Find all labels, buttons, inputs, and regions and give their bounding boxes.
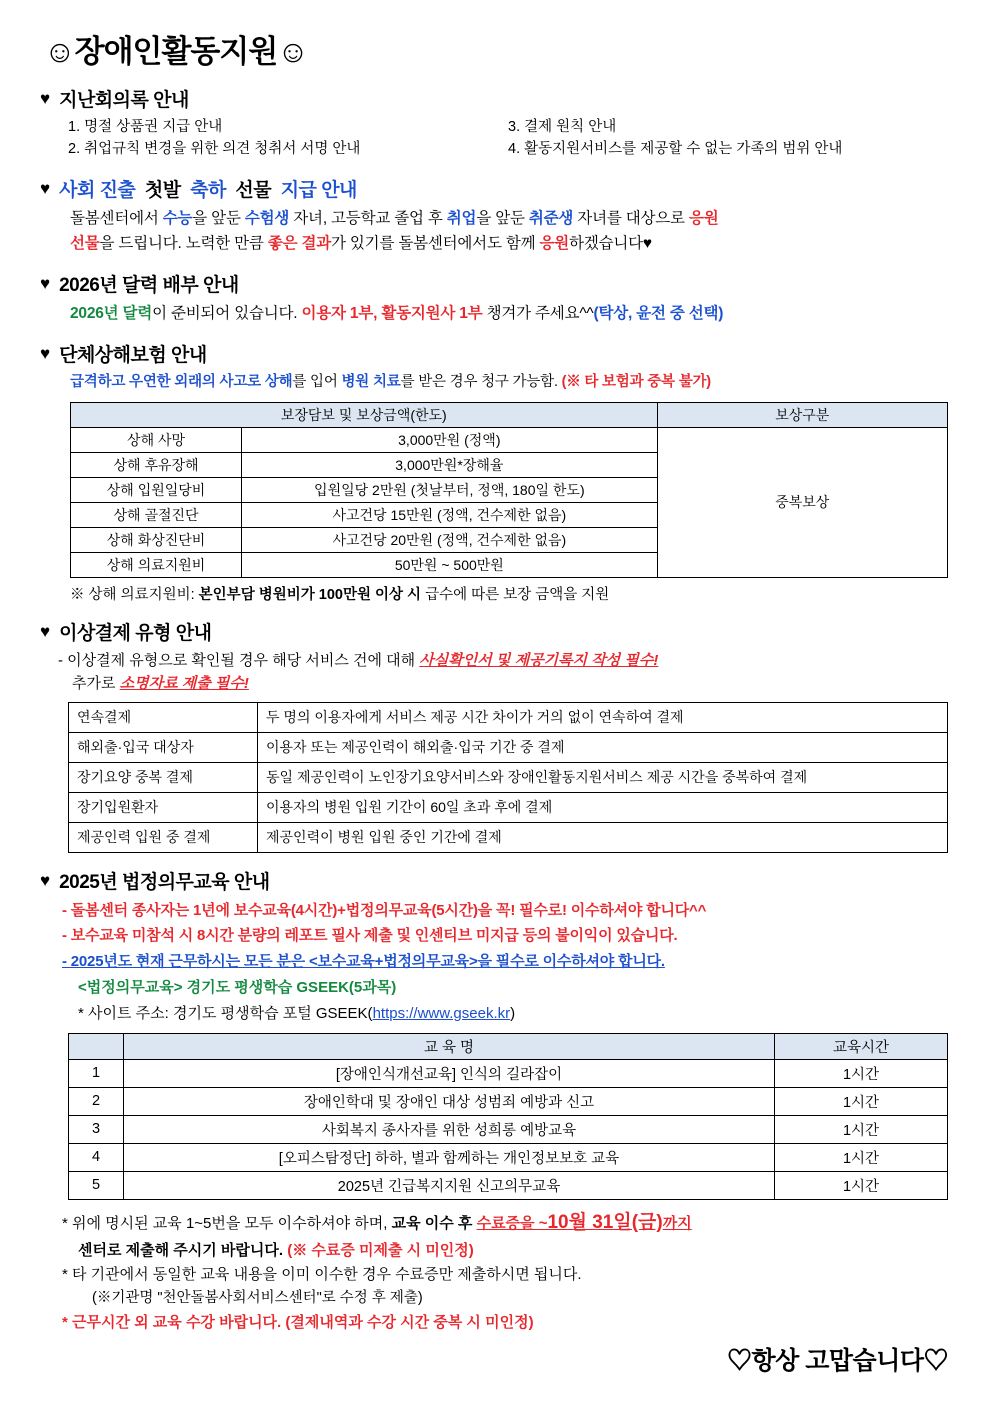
edu-footnote-2 xyxy=(78,1239,966,1263)
table-header-cell: 보상구분 xyxy=(657,402,947,427)
ins-note-t2: 급수에 따른 보장 금액을 지원 xyxy=(421,586,610,603)
table-header-cell: 교육시간 xyxy=(775,1033,948,1059)
table-cell: 1시간 xyxy=(775,1171,948,1199)
foot1-d: 10월 31일(금) xyxy=(547,1211,663,1233)
insurance-lead xyxy=(70,371,942,394)
edu-bullet-2: - 보수교육 미참석 시 8시간 분량의 레포트 필사 제출 및 인센티브 미지급 등의 불이익이 있습니다. xyxy=(62,927,678,945)
cal-t3: 챙겨가 주세요^^ xyxy=(482,305,594,323)
table-cell: 3,000만원*장해율 xyxy=(242,452,657,477)
table-cell: 4 xyxy=(69,1143,124,1171)
edu-subline-1 xyxy=(78,976,966,1000)
section-heading-insurance xyxy=(40,340,966,367)
gift-l1-t7: 취준생 xyxy=(528,209,574,227)
education-footnotes xyxy=(62,1208,966,1335)
table-row xyxy=(69,1087,948,1115)
table-cell: 입원일당 2만원 (첫날부터, 정액, 180일 한도) xyxy=(242,477,657,502)
gift-l1-t6: 을 앞둔 xyxy=(476,209,529,227)
list-item: 2. 취업규칙 변경을 위한 의견 청취서 서명 안내 xyxy=(68,141,361,158)
table-cell: 1시간 xyxy=(775,1059,948,1087)
section-heading-calendar xyxy=(40,270,966,297)
table-row xyxy=(69,793,948,823)
table-cell: 3,000만원 (정액) xyxy=(242,427,657,452)
heart-icon: ♥ xyxy=(40,344,51,364)
section-title-education: 2025년 법정의무교육 안내 xyxy=(59,872,270,894)
gift-l1-t3: 수험생 xyxy=(244,209,290,227)
table-row xyxy=(69,733,948,763)
table-cell: 2 xyxy=(69,1087,124,1115)
section-heading-abnormal xyxy=(40,618,966,645)
table-cell: 제공인력 입원 중 결제 xyxy=(69,823,258,853)
table-header-cell: 교 육 명 xyxy=(124,1033,775,1059)
cal-t4: (탁상, 윤전 중 선택) xyxy=(593,305,724,323)
table-row xyxy=(69,703,948,733)
abn-t2: 추가로 xyxy=(72,675,120,692)
gift-l1-t4: 자녀, 고등학교 졸업 후 xyxy=(289,209,447,227)
prev-minutes-col-right xyxy=(508,116,842,161)
table-header-cell xyxy=(69,1033,124,1059)
foot2-a: 센터로 제출해 주시기 바랍니다. xyxy=(78,1241,288,1259)
heart-icon: ♥ xyxy=(40,871,51,891)
ins-t2: 병원 치료 xyxy=(341,374,401,391)
table-row xyxy=(69,1115,948,1143)
table-cell: 상해 사망 xyxy=(71,427,242,452)
abn-t3: 소명자료 제출 필수! xyxy=(119,675,249,692)
gift-paragraph xyxy=(70,206,942,256)
table-cell: 장기입원환자 xyxy=(69,793,258,823)
ins-t1: 를 입어 xyxy=(292,374,342,391)
abnormal-dash-lines xyxy=(58,649,966,696)
section-title-abnormal: 이상결제 유형 안내 xyxy=(59,622,212,644)
table-cell: 사고건당 15만원 (정액, 건수제한 없음) xyxy=(242,502,657,527)
section-heading-prev-minutes xyxy=(40,85,966,112)
edu-footnote-3: * 타 기관에서 동일한 교육 내용을 이미 이수한 경우 수료증만 제출하시면 됩니다. xyxy=(62,1265,582,1283)
table-cell: 사회복지 종사자를 위한 성희롱 예방교육 xyxy=(124,1115,775,1143)
table-cell: 1시간 xyxy=(775,1115,948,1143)
heart-icon: ♥ xyxy=(40,274,51,294)
gift-l1-t5: 취업 xyxy=(446,209,477,227)
cal-t1: 이 준비되어 있습니다. xyxy=(152,305,302,323)
list-item: 1. 명절 상품권 지급 안내 xyxy=(68,119,223,135)
table-cell: 상해 골절진단 xyxy=(71,502,242,527)
gift-l1-t8: 자녀를 대상으로 xyxy=(573,209,689,227)
gseek-link[interactable]: https://www.gseek.kr xyxy=(372,1004,511,1022)
table-cell: 장기요양 중복 결제 xyxy=(69,763,258,793)
table-cell: 해외출·입국 대상자 xyxy=(69,733,258,763)
abnormal-dash-2 xyxy=(72,672,249,695)
table-cell: 이용자의 병원 입원 기간이 60일 초과 후에 결제 xyxy=(258,793,948,823)
gift-l2-t5: 하겠습니다♥ xyxy=(569,235,652,253)
table-row xyxy=(69,763,948,793)
edu-sub1-text: <법정의무교육> 경기도 평생학습 GSEEK(5과목) xyxy=(78,978,397,996)
table-cell: 사고건당 20만원 (정액, 건수제한 없음) xyxy=(242,527,657,552)
table-cell: 5 xyxy=(69,1171,124,1199)
prev-minutes-list xyxy=(68,116,966,161)
abnormal-table xyxy=(68,702,948,853)
closing-message: ♡항상 고맙습니다♡ xyxy=(727,1347,948,1375)
table-cell: 1시간 xyxy=(775,1143,948,1171)
table-cell: [오피스탐정단] 하하, 별과 함께하는 개인정보보호 교육 xyxy=(124,1143,775,1171)
gift-l2-t4: 응원 xyxy=(539,235,570,253)
insurance-note xyxy=(70,583,966,604)
section-title-gift xyxy=(59,175,357,202)
gift-title-p3: 축하 xyxy=(190,179,226,201)
cal-t2: 이용자 1부, 활동지원사 1부 xyxy=(301,305,483,323)
table-header-cell: 보장담보 및 보상금액(한도) xyxy=(71,402,658,427)
edu-subline-2 xyxy=(78,1002,966,1026)
edu-footnote-4: (※기관명 "천안돌봄사회서비스센터"로 수정 후 제출) xyxy=(92,1290,423,1307)
edu-footnote-5: * 근무시간 외 교육 수강 바랍니다. (결제내역과 수강 시간 중복 시 미인정) xyxy=(62,1313,534,1331)
ins-t3: 를 받은 경우 청구 가능함. xyxy=(400,374,562,391)
table-cell: 두 명의 이용자에게 서비스 제공 시간 차이가 거의 없이 연속하여 결제 xyxy=(258,703,948,733)
section-title-prev-minutes: 지난회의록 안내 xyxy=(59,90,189,111)
table-cell: 제공인력이 병원 입원 중인 기간에 결제 xyxy=(258,823,948,853)
gift-l2-t2: 좋은 결과 xyxy=(267,235,332,253)
gift-l1-t9: 응원 xyxy=(688,209,719,227)
table-header-row xyxy=(71,402,948,427)
edu-sub2-pre: * 사이트 주소: 경기도 평생학습 포털 GSEEK( xyxy=(78,1004,373,1022)
table-cell: 상해 후유장해 xyxy=(71,452,242,477)
ins-note-t1: 본인부담 병원비가 100만원 이상 시 xyxy=(198,586,422,603)
table-cell: [장애인식개선교육] 인식의 길라잡이 xyxy=(124,1059,775,1087)
section-heading-gift xyxy=(40,175,966,202)
table-cell: 장애인학대 및 장애인 대상 성범죄 예방과 신고 xyxy=(124,1087,775,1115)
gift-title-p4: 선물 xyxy=(235,179,272,201)
edu-sub2-post: ) xyxy=(510,1004,516,1022)
table-header-row xyxy=(69,1033,948,1059)
gift-l2-t3: 가 있기를 돌봄센터에서도 함께 xyxy=(331,235,540,253)
table-cell: 3 xyxy=(69,1115,124,1143)
table-cell-merged: 중복보상 xyxy=(657,427,947,577)
gift-l1-t2: 을 앞둔 xyxy=(192,209,245,227)
table-cell: 1시간 xyxy=(775,1087,948,1115)
ins-note-t0: ※ 상해 의료지원비: xyxy=(70,586,199,603)
section-title-insurance: 단체상해보험 안내 xyxy=(59,345,207,367)
section-title-calendar: 2026년 달력 배부 안내 xyxy=(59,275,239,297)
heart-icon: ♥ xyxy=(40,621,51,641)
foot2-b: (※ 수료증 미제출 시 미인정) xyxy=(287,1241,474,1259)
abn-t0: - 이상결제 유형으로 확인될 경우 해당 서비스 건에 대해 xyxy=(58,651,420,669)
table-cell: 2025년 긴급복지지원 신고의무교육 xyxy=(124,1171,775,1199)
table-cell: 상해 입원일당비 xyxy=(71,477,242,502)
ins-t0: 급격하고 우연한 외래의 사고로 상해 xyxy=(70,374,293,391)
edu-bullet-3: - 2025년도 현재 근무하시는 모든 분은 <보수교육+법정의무교육>을 필수로 이수하셔야 합니다. xyxy=(62,952,665,970)
gift-title-p1: 사회 진출 xyxy=(59,179,136,201)
table-row xyxy=(71,427,948,452)
gift-l2-t1: 을 드립니다. 노력한 만큼 xyxy=(99,235,268,253)
education-bullets xyxy=(62,898,966,974)
gift-l2-t0: 선물 xyxy=(70,235,100,253)
heart-icon: ♥ xyxy=(40,178,51,198)
edu-bullet-1: - 돌봄센터 종사자는 1년에 보수교육(4시간)+법정의무교육(5시간)을 꼭! 필수로! 이수하셔야 합니다^^ xyxy=(62,902,707,920)
foot1-c: 수료증을 ~ xyxy=(476,1214,548,1232)
page-title: ☺장애인활동지원☺ xyxy=(44,34,308,69)
table-cell: 이용자 또는 제공인력이 해외출·입국 기간 중 결제 xyxy=(258,733,948,763)
foot1-b: 교육 이수 후 xyxy=(391,1214,477,1232)
list-item: 4. 활동지원서비스를 제공할 수 없는 가족의 범위 안내 xyxy=(508,141,843,158)
table-cell: 상해 화상진단비 xyxy=(71,527,242,552)
foot1-e: 까지 xyxy=(662,1214,692,1232)
prev-minutes-col-left xyxy=(68,116,508,161)
edu-footnote-1 xyxy=(62,1208,966,1239)
foot1-a: * 위에 명시된 교육 1~5번을 모두 이수하셔야 하며, xyxy=(62,1214,392,1232)
table-row xyxy=(69,1059,948,1087)
abn-t1: 사실확인서 및 제공기록지 작성 필수! xyxy=(419,651,659,669)
table-cell: 50만원 ~ 500만원 xyxy=(242,552,657,577)
table-row xyxy=(69,1171,948,1199)
list-item: 3. 결제 원칙 안내 xyxy=(508,119,617,135)
table-cell: 동일 제공인력이 노인장기요양서비스와 장애인활동지원서비스 제공 시간을 중복하여 결제 xyxy=(258,763,948,793)
gift-title-p5: 지급 안내 xyxy=(280,179,357,201)
table-cell: 상해 의료지원비 xyxy=(71,552,242,577)
table-cell: 연속결제 xyxy=(69,703,258,733)
table-cell: 1 xyxy=(69,1059,124,1087)
section-heading-education xyxy=(40,867,966,894)
gift-l1-t0: 돌봄센터에서 xyxy=(70,209,163,227)
calendar-paragraph xyxy=(70,301,942,326)
abnormal-dash-1 xyxy=(58,649,966,672)
table-row xyxy=(69,823,948,853)
gift-l1-t1: 수능 xyxy=(162,209,193,227)
table-row xyxy=(69,1143,948,1171)
insurance-table xyxy=(70,402,948,578)
education-table xyxy=(68,1033,948,1200)
cal-t0: 2026년 달력 xyxy=(70,305,153,323)
gift-title-p2: 첫발 xyxy=(144,179,181,201)
heart-icon: ♥ xyxy=(40,89,51,108)
ins-t4: (※ 타 보험과 중복 불가) xyxy=(561,374,711,391)
